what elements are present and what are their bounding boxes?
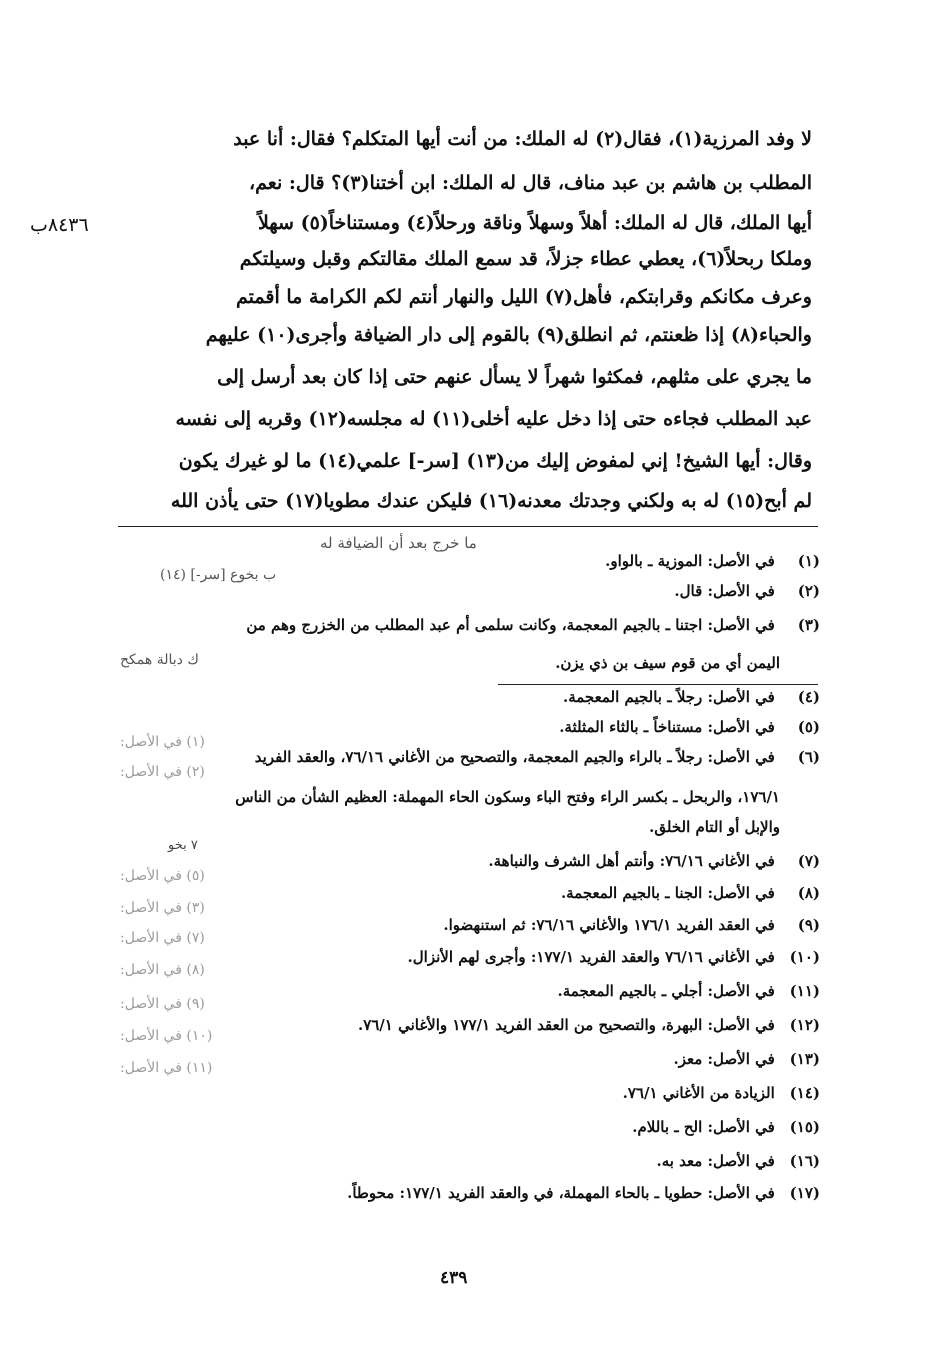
footnote-15 xyxy=(120,1114,820,1140)
footnote-text: في الأغاني ٧٦/١٦ والعقد الفريد ١٧٧/١: وأجرى لهم الأنزال. xyxy=(407,948,775,966)
footnote-6-continuation: ١٧٦/١، والربحل ـ بكسر الراء وفتح الباء وسكون الحاء المهملة: العظيم الشأن من الناس xyxy=(235,788,780,806)
body-line-3: أيها الملك، قال له الملك: أهلاً وسهلاً وناقة ورحلاً(٤) ومستناخاً(٥) سهلاً xyxy=(257,212,812,234)
footnote-number: (١٣) xyxy=(789,1050,820,1068)
body-line-10: لم أبح(١٥) له به ولكني وجدتك معدنه(١٦) فليكن عندك مطويا(١٧) حتى يأذن الله xyxy=(170,490,812,512)
page-number: ٤٣٩ xyxy=(440,1268,468,1288)
faint-bleedthrough-note: (١١) في الأصل: xyxy=(120,1060,213,1076)
body-line-7: ما يجري على مثلهم، فمكثوا شهراً لا يسأل عنهم حتى إذا كان بعد أرسل إلى xyxy=(217,366,812,388)
footnote-number: (٢) xyxy=(797,582,820,600)
footnote-text: في الأصل: معد به. xyxy=(656,1152,775,1170)
footnote-11 xyxy=(120,978,820,1004)
footnote-14 xyxy=(120,1080,820,1106)
faint-bleedthrough-note: (٣) في الأصل: xyxy=(120,900,205,916)
body-line-9: وقال: أيها الشيخ! إني لمفوض إليك من(١٣) [سر-] علمي(١٤) ما لو غيرك يكون xyxy=(178,450,812,472)
body-line-5: وعرف مكانكم وقرابتكم، فأهل(٧) الليل والنهار أنتم لكم الكرامة ما أقمتم xyxy=(236,286,812,308)
footnote-number: (٨) xyxy=(797,884,820,902)
faint-bleedthrough-note: (٩) في الأصل: xyxy=(120,996,205,1012)
footnote-text: في الأصل: مستناخاً ـ بالثاء المثلثة. xyxy=(559,718,775,736)
footnote-number: (١٤) xyxy=(789,1084,820,1102)
handwritten-annotation: ما خرج بعد أن الضيافة له xyxy=(320,534,477,552)
footnote-3 xyxy=(120,612,820,638)
body-line-8: عبد المطلب فجاءه حتى إذا دخل عليه أخلى(١١) له مجلسه(١٢) وقربه إلى نفسه xyxy=(175,408,812,430)
footnote-text: في الأصل: معز. xyxy=(673,1050,775,1068)
faint-bleedthrough-note: (٨) في الأصل: xyxy=(120,962,205,978)
footnote-text: في الأصل: رجلاً ـ بالراء والجيم المعجمة، والتصحيح من الأغاني ٧٦/١٦، والعقد الفريد xyxy=(254,748,775,766)
margin-note: ٨٤٣٦ب xyxy=(30,214,89,236)
footnote-2 xyxy=(120,578,820,604)
footnote-text: في الأصل: الح ـ باللام. xyxy=(632,1118,775,1136)
footnote-10 xyxy=(120,944,820,970)
footnote-number: (١٢) xyxy=(789,1016,820,1034)
footnote-7 xyxy=(120,848,820,874)
footnote-6-continuation-2: والإبل أو التام الخلق. xyxy=(649,818,780,836)
footnote-number: (٣) xyxy=(797,616,820,634)
footnote-number: (١٠) xyxy=(789,948,820,966)
footnote-13 xyxy=(120,1046,820,1072)
footnote-5 xyxy=(120,714,820,740)
footnote-text: في الأصل: الجنا ـ بالجيم المعجمة. xyxy=(560,884,775,902)
body-line-1: لا وفد المرزية(١)، فقال(٢) له الملك: من أنت أيها المتكلم؟ فقال: أنا عبد xyxy=(233,128,812,150)
footnote-3-continuation: اليمن أي من قوم سيف بن ذي يزن. xyxy=(555,654,780,672)
footnote-text: في الأغاني ٧٦/١٦: وأنتم أهل الشرف والنباهة. xyxy=(488,852,775,870)
footnote-8 xyxy=(120,880,820,906)
footnote-number: (١١) xyxy=(789,982,820,1000)
footnote-text: في الأصل: حطويا ـ بالحاء المهملة، في والعقد الفريد ١٧٧/١: محوطاً. xyxy=(347,1184,775,1202)
handwritten-annotation-fn7: ٧ بخو xyxy=(168,838,198,853)
footnote-number: (٦) xyxy=(797,748,820,766)
footnote-17 xyxy=(120,1180,820,1206)
footnote-number: (١٦) xyxy=(789,1152,820,1170)
faint-bleedthrough-note: (١) في الأصل: xyxy=(120,734,205,750)
footnote-text: في الأصل: أجلي ـ بالجيم المعجمة. xyxy=(557,982,775,1000)
body-line-6: والحباء(٨) إذا ظعنتم، ثم انطلق(٩) بالقوم إلى دار الضيافة وأجرى(١٠) عليهم xyxy=(205,324,812,346)
footnote-16 xyxy=(120,1148,820,1174)
footnote-number: (٧) xyxy=(797,852,820,870)
body-line-2: المطلب بن هاشم بن عبد مناف، قال له الملك: ابن أختنا(٣)؟ قال: نعم، xyxy=(249,172,812,194)
handwritten-annotation-fn3: ك دبالة همكح xyxy=(120,652,199,668)
footnote-12 xyxy=(120,1012,820,1038)
faint-bleedthrough-note: (١٠) في الأصل: xyxy=(120,1028,213,1044)
footnote-text: في الأصل: رجلاً ـ بالجيم المعجمة. xyxy=(562,688,775,706)
footnote-6 xyxy=(120,744,820,770)
footnote-text: في الأصل: الموزية ـ بالواو. xyxy=(605,552,775,570)
footnote-number: (٤) xyxy=(797,688,820,706)
faint-bleedthrough-note: (٥) في الأصل: xyxy=(120,868,205,884)
faint-bleedthrough-note: (٢) في الأصل: xyxy=(120,764,205,780)
footnote-number: (١٧) xyxy=(789,1184,820,1202)
footnote-number: (٩) xyxy=(797,916,820,934)
footnote-text: الزيادة من الأغاني ٧٦/١. xyxy=(622,1084,775,1102)
faint-bleedthrough-note: (٧) في الأصل: xyxy=(120,930,205,946)
footnote-text: في العقد الفريد ١٧٦/١ والأغاني ٧٦/١٦: ثم استنهضوا. xyxy=(443,916,775,934)
footnote-9 xyxy=(120,912,820,938)
footnote-number: (١) xyxy=(797,552,820,570)
footnote-text: في الأصل: البهرة، والتصحيح من العقد الفريد ١٧٧/١ والأغاني ٧٦/١. xyxy=(357,1016,775,1034)
text-footnote-divider xyxy=(118,526,818,527)
handwritten-annotation-fn2: ب بخوع [سر-] (١٤) xyxy=(160,567,277,583)
footnote-number: (٥) xyxy=(797,718,820,736)
footnote-text: في الأصل: اجتنا ـ بالجيم المعجمة، وكانت سلمى أم عبد المطلب من الخزرج وهم من xyxy=(246,616,775,634)
footnote-text: في الأصل: قال. xyxy=(674,582,775,600)
body-line-4: وملكا ربحلاً(٦)، يعطي عطاء جزلاً، قد سمع الملك مقالتكم وقبل وسيلتكم xyxy=(239,248,812,270)
footnote-number: (١٥) xyxy=(789,1118,820,1136)
footnote-4 xyxy=(120,684,820,710)
